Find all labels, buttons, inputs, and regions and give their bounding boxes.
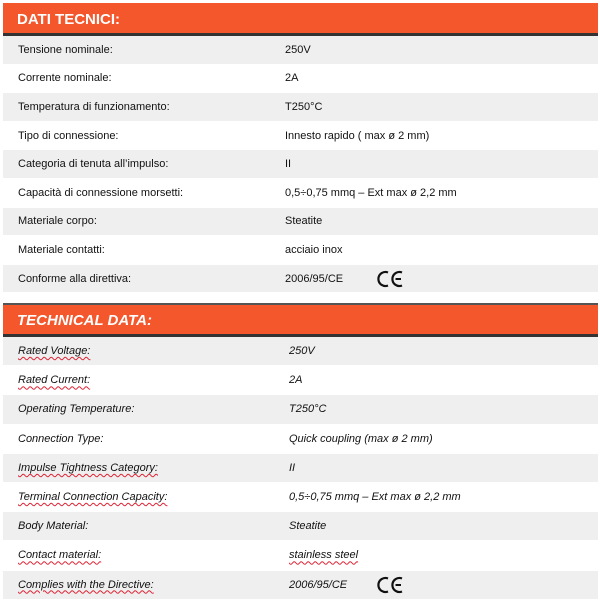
table-row [3, 236, 598, 265]
row-value: 2A [285, 72, 299, 85]
row-value: 250V [289, 345, 315, 358]
row-label: Temperatura di funzionamento: [18, 100, 170, 113]
table-row [3, 541, 598, 570]
table-row [3, 179, 598, 208]
row-label: Materiale corpo: [18, 215, 97, 228]
row-value: T250°C [289, 403, 327, 416]
table-rows [3, 36, 598, 293]
row-value: Steatite [285, 215, 323, 228]
row-label: Materiale contatti: [18, 243, 105, 256]
table-row [3, 150, 598, 179]
row-label: Conforme alla direttiva: [18, 272, 132, 285]
table-row [3, 512, 598, 541]
row-label: Connection Type: [18, 432, 104, 445]
row-value: 250V [285, 43, 311, 56]
row-value: Steatite [289, 520, 327, 533]
table-row [3, 93, 598, 122]
table-row [3, 454, 598, 483]
row-value: Quick coupling (max ø 2 mm) [289, 432, 433, 445]
row-label: Rated Voltage: [18, 345, 91, 358]
table-title: TECHNICAL DATA: [3, 305, 598, 337]
row-value: 2A [289, 374, 303, 387]
table-row [3, 395, 598, 424]
row-value: 2006/95/CE [285, 272, 344, 285]
row-label: Complies with the Directive: [18, 578, 154, 591]
table-row [3, 65, 598, 94]
row-value: Innesto rapido ( max ø 2 mm) [285, 129, 430, 142]
table-rows [3, 337, 598, 600]
row-label: Corrente nominale: [18, 72, 112, 85]
table-row [3, 36, 598, 65]
row-value: 0,5÷0,75 mmq – Ext max ø 2,2 mm [289, 491, 461, 504]
row-label: Tipo di connessione: [18, 129, 119, 142]
ce-mark-icon [376, 269, 406, 289]
row-value: T250°C [285, 100, 323, 113]
table-row [3, 425, 598, 454]
row-value: 2006/95/CE [289, 578, 348, 591]
row-label: Capacità di connessione morsetti: [18, 186, 184, 199]
row-value: stainless steel [289, 549, 359, 562]
row-value: 0,5÷0,75 mmq – Ext max ø 2,2 mm [285, 186, 457, 199]
row-label: Tensione nominale: [18, 43, 113, 56]
technical-data-table-italian [3, 3, 598, 293]
table-row [3, 483, 598, 512]
row-label: Categoria di tenuta all’impulso: [18, 158, 169, 171]
table-row [3, 571, 598, 600]
ce-mark-icon [376, 575, 406, 595]
row-value: II [289, 461, 296, 474]
table-title: DATI TECNICI: [3, 3, 598, 36]
row-label: Impulse Tightness Category: [18, 461, 158, 474]
row-label: Operating Temperature: [18, 403, 135, 416]
row-label: Rated Current: [18, 374, 91, 387]
table-row [3, 337, 598, 366]
table-row [3, 122, 598, 151]
row-value: acciaio inox [285, 243, 343, 256]
row-label: Contact material: [18, 549, 102, 562]
row-value: II [285, 158, 292, 171]
row-label: Terminal Connection Capacity: [18, 491, 168, 504]
table-row [3, 208, 598, 237]
technical-data-table-english [3, 303, 598, 600]
table-row [3, 265, 598, 294]
row-label: Body Material: [18, 520, 89, 533]
table-row [3, 366, 598, 395]
